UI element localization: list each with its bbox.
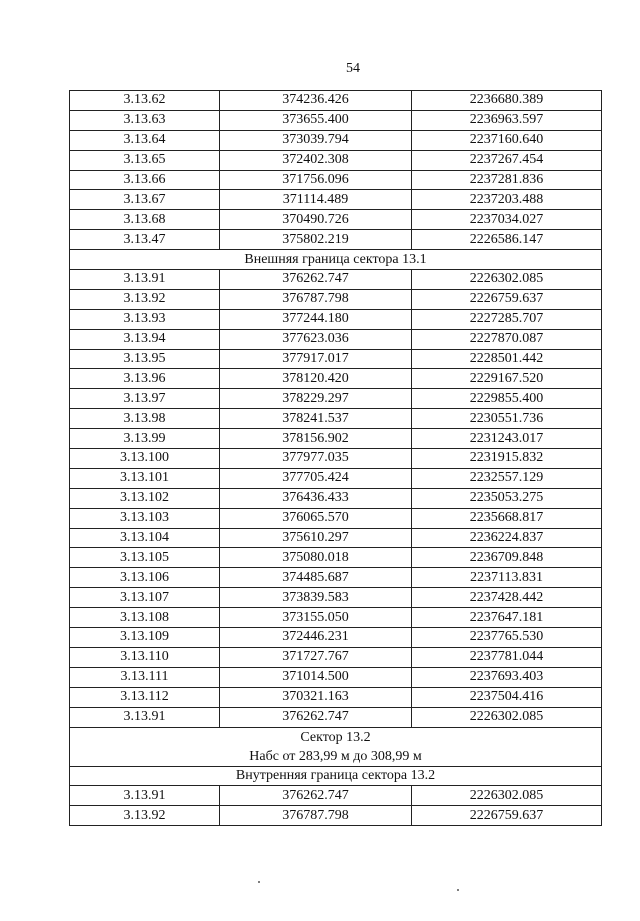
y-coordinate-cell: 2235053.275 bbox=[412, 488, 602, 508]
point-number-cell: 3.13.98 bbox=[70, 409, 220, 429]
y-coordinate-cell: 2230551.736 bbox=[412, 409, 602, 429]
table-row bbox=[70, 667, 602, 687]
inner-boundary-heading: Внутренняя граница сектора 13.2 bbox=[70, 766, 602, 786]
x-coordinate-cell: 373839.583 bbox=[220, 588, 412, 608]
point-number-cell: 3.13.107 bbox=[70, 588, 220, 608]
y-coordinate-cell: 2229855.400 bbox=[412, 389, 602, 409]
y-coordinate-cell: 2237160.640 bbox=[412, 130, 602, 150]
x-coordinate-cell: 376065.570 bbox=[220, 508, 412, 528]
table-row bbox=[70, 309, 602, 329]
x-coordinate-cell: 370490.726 bbox=[220, 210, 412, 230]
y-coordinate-cell: 2227870.087 bbox=[412, 329, 602, 349]
x-coordinate-cell: 376262.747 bbox=[220, 270, 412, 290]
point-number-cell: 3.13.96 bbox=[70, 369, 220, 389]
y-coordinate-cell: 2226759.637 bbox=[412, 806, 602, 826]
point-number-cell: 3.13.105 bbox=[70, 548, 220, 568]
y-coordinate-cell: 2232557.129 bbox=[412, 468, 602, 488]
table-row bbox=[70, 588, 602, 608]
table-row bbox=[70, 270, 602, 290]
y-coordinate-cell: 2236709.848 bbox=[412, 548, 602, 568]
table-row bbox=[70, 91, 602, 111]
x-coordinate-cell: 373155.050 bbox=[220, 608, 412, 628]
y-coordinate-cell: 2235668.817 bbox=[412, 508, 602, 528]
x-coordinate-cell: 376262.747 bbox=[220, 786, 412, 806]
x-coordinate-cell: 374236.426 bbox=[220, 91, 412, 111]
table-row bbox=[70, 628, 602, 648]
x-coordinate-cell: 372446.231 bbox=[220, 628, 412, 648]
y-coordinate-cell: 2237693.403 bbox=[412, 667, 602, 687]
x-coordinate-cell: 373655.400 bbox=[220, 110, 412, 130]
table-heading-outer-boundary bbox=[70, 250, 602, 270]
table-row bbox=[70, 568, 602, 588]
table-body-group-2 bbox=[70, 270, 602, 727]
coordinates-table bbox=[69, 90, 602, 826]
point-number-cell: 3.13.91 bbox=[70, 707, 220, 727]
point-number-cell: 3.13.91 bbox=[70, 786, 220, 806]
x-coordinate-cell: 371727.767 bbox=[220, 647, 412, 667]
x-coordinate-cell: 374485.687 bbox=[220, 568, 412, 588]
x-coordinate-cell: 372402.308 bbox=[220, 150, 412, 170]
sector-subtitle: Набс от 283,99 м до 308,99 м bbox=[249, 748, 422, 764]
y-coordinate-cell: 2237647.181 bbox=[412, 608, 602, 628]
section-heading-row bbox=[70, 766, 602, 786]
table-row bbox=[70, 468, 602, 488]
point-number-cell: 3.13.91 bbox=[70, 270, 220, 290]
x-coordinate-cell: 373039.794 bbox=[220, 130, 412, 150]
point-number-cell: 3.13.47 bbox=[70, 230, 220, 250]
table-row bbox=[70, 806, 602, 826]
table-heading-sector bbox=[70, 727, 602, 786]
y-coordinate-cell: 2237765.530 bbox=[412, 628, 602, 648]
table-row bbox=[70, 349, 602, 369]
y-coordinate-cell: 2226302.085 bbox=[412, 707, 602, 727]
point-number-cell: 3.13.104 bbox=[70, 528, 220, 548]
x-coordinate-cell: 377623.036 bbox=[220, 329, 412, 349]
y-coordinate-cell: 2228501.442 bbox=[412, 349, 602, 369]
page-number: 54 bbox=[346, 61, 360, 76]
point-number-cell: 3.13.65 bbox=[70, 150, 220, 170]
point-number-cell: 3.13.92 bbox=[70, 806, 220, 826]
table-row bbox=[70, 548, 602, 568]
table-row bbox=[70, 429, 602, 449]
point-number-cell: 3.13.93 bbox=[70, 309, 220, 329]
table-row bbox=[70, 170, 602, 190]
y-coordinate-cell: 2237428.442 bbox=[412, 588, 602, 608]
point-number-cell: 3.13.95 bbox=[70, 349, 220, 369]
x-coordinate-cell: 371014.500 bbox=[220, 667, 412, 687]
point-number-cell: 3.13.97 bbox=[70, 389, 220, 409]
x-coordinate-cell: 377244.180 bbox=[220, 309, 412, 329]
x-coordinate-cell: 376436.433 bbox=[220, 488, 412, 508]
scan-speck bbox=[457, 889, 459, 891]
x-coordinate-cell: 375080.018 bbox=[220, 548, 412, 568]
section-heading-row bbox=[70, 250, 602, 270]
y-coordinate-cell: 2237034.027 bbox=[412, 210, 602, 230]
y-coordinate-cell: 2226586.147 bbox=[412, 230, 602, 250]
y-coordinate-cell: 2237267.454 bbox=[412, 150, 602, 170]
y-coordinate-cell: 2237781.044 bbox=[412, 647, 602, 667]
point-number-cell: 3.13.66 bbox=[70, 170, 220, 190]
point-number-cell: 3.13.94 bbox=[70, 329, 220, 349]
table-row bbox=[70, 110, 602, 130]
y-coordinate-cell: 2237281.836 bbox=[412, 170, 602, 190]
sector-heading-cell bbox=[70, 727, 602, 766]
y-coordinate-cell: 2236224.837 bbox=[412, 528, 602, 548]
x-coordinate-cell: 378156.902 bbox=[220, 429, 412, 449]
table-row bbox=[70, 488, 602, 508]
x-coordinate-cell: 375802.219 bbox=[220, 230, 412, 250]
point-number-cell: 3.13.68 bbox=[70, 210, 220, 230]
x-coordinate-cell: 376787.798 bbox=[220, 289, 412, 309]
y-coordinate-cell: 2237113.831 bbox=[412, 568, 602, 588]
point-number-cell: 3.13.102 bbox=[70, 488, 220, 508]
table-row bbox=[70, 329, 602, 349]
x-coordinate-cell: 370321.163 bbox=[220, 687, 412, 707]
point-number-cell: 3.13.110 bbox=[70, 647, 220, 667]
outer-boundary-heading: Внешняя граница сектора 13.1 bbox=[70, 250, 602, 270]
x-coordinate-cell: 376262.747 bbox=[220, 707, 412, 727]
x-coordinate-cell: 378241.537 bbox=[220, 409, 412, 429]
x-coordinate-cell: 377705.424 bbox=[220, 468, 412, 488]
y-coordinate-cell: 2236680.389 bbox=[412, 91, 602, 111]
table-row bbox=[70, 130, 602, 150]
point-number-cell: 3.13.63 bbox=[70, 110, 220, 130]
table-row bbox=[70, 449, 602, 469]
point-number-cell: 3.13.99 bbox=[70, 429, 220, 449]
point-number-cell: 3.13.92 bbox=[70, 289, 220, 309]
y-coordinate-cell: 2231243.017 bbox=[412, 429, 602, 449]
table-row bbox=[70, 687, 602, 707]
y-coordinate-cell: 2236963.597 bbox=[412, 110, 602, 130]
point-number-cell: 3.13.109 bbox=[70, 628, 220, 648]
x-coordinate-cell: 378120.420 bbox=[220, 369, 412, 389]
point-number-cell: 3.13.106 bbox=[70, 568, 220, 588]
point-number-cell: 3.13.62 bbox=[70, 91, 220, 111]
y-coordinate-cell: 2226302.085 bbox=[412, 786, 602, 806]
table-row bbox=[70, 409, 602, 429]
y-coordinate-cell: 2237203.488 bbox=[412, 190, 602, 210]
table-row bbox=[70, 230, 602, 250]
table-row bbox=[70, 210, 602, 230]
table-row bbox=[70, 150, 602, 170]
x-coordinate-cell: 377977.035 bbox=[220, 449, 412, 469]
table-row bbox=[70, 528, 602, 548]
table-body-group-3 bbox=[70, 786, 602, 826]
point-number-cell: 3.13.101 bbox=[70, 468, 220, 488]
x-coordinate-cell: 378229.297 bbox=[220, 389, 412, 409]
x-coordinate-cell: 371756.096 bbox=[220, 170, 412, 190]
y-coordinate-cell: 2226302.085 bbox=[412, 270, 602, 290]
point-number-cell: 3.13.100 bbox=[70, 449, 220, 469]
table-row bbox=[70, 608, 602, 628]
table-row bbox=[70, 647, 602, 667]
sector-title: Сектор 13.2 bbox=[300, 729, 371, 745]
x-coordinate-cell: 375610.297 bbox=[220, 528, 412, 548]
x-coordinate-cell: 376787.798 bbox=[220, 806, 412, 826]
y-coordinate-cell: 2227285.707 bbox=[412, 309, 602, 329]
y-coordinate-cell: 2226759.637 bbox=[412, 289, 602, 309]
table-row bbox=[70, 369, 602, 389]
y-coordinate-cell: 2237504.416 bbox=[412, 687, 602, 707]
point-number-cell: 3.13.67 bbox=[70, 190, 220, 210]
point-number-cell: 3.13.64 bbox=[70, 130, 220, 150]
table-row bbox=[70, 289, 602, 309]
y-coordinate-cell: 2231915.832 bbox=[412, 449, 602, 469]
point-number-cell: 3.13.108 bbox=[70, 608, 220, 628]
table-row bbox=[70, 389, 602, 409]
point-number-cell: 3.13.103 bbox=[70, 508, 220, 528]
table-body-group-1 bbox=[70, 91, 602, 250]
table-row bbox=[70, 190, 602, 210]
table-row bbox=[70, 508, 602, 528]
x-coordinate-cell: 377917.017 bbox=[220, 349, 412, 369]
y-coordinate-cell: 2229167.520 bbox=[412, 369, 602, 389]
x-coordinate-cell: 371114.489 bbox=[220, 190, 412, 210]
scan-speck bbox=[258, 881, 260, 883]
point-number-cell: 3.13.112 bbox=[70, 687, 220, 707]
table-row bbox=[70, 707, 602, 727]
point-number-cell: 3.13.111 bbox=[70, 667, 220, 687]
table-row bbox=[70, 786, 602, 806]
sector-heading-row bbox=[70, 727, 602, 766]
